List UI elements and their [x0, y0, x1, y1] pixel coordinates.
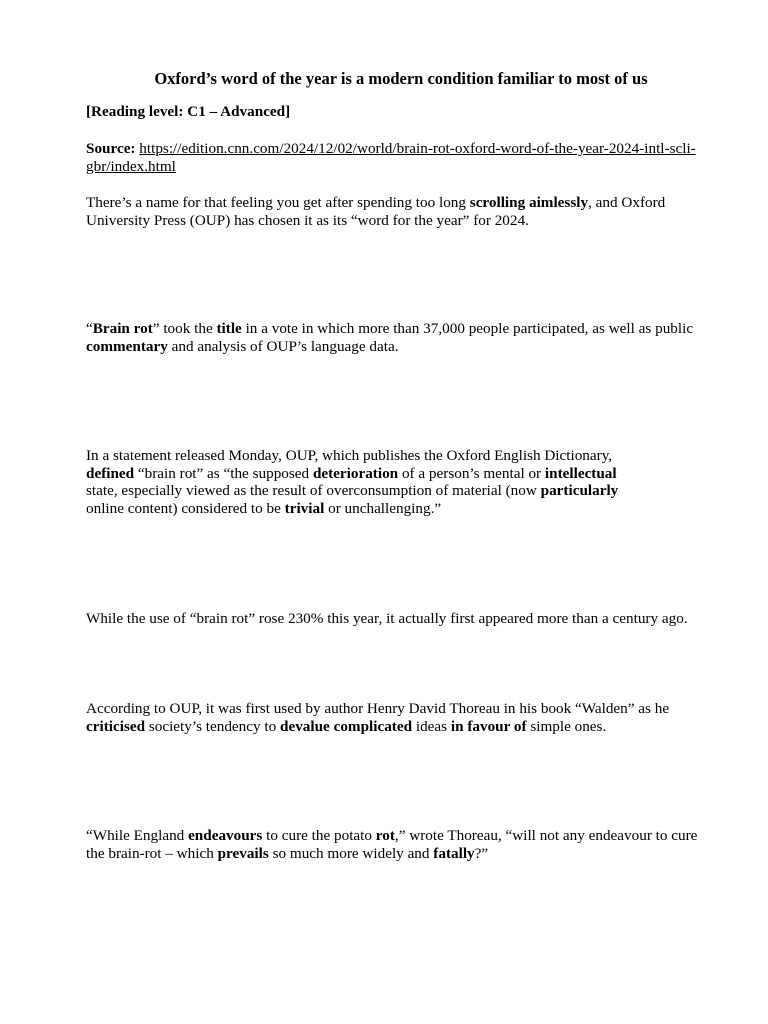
vocab-term: title [216, 320, 242, 337]
paragraph-1 [86, 194, 708, 229]
text: state, especially viewed as the result of overconsumption of material (now [86, 482, 541, 500]
text: In a statement released Monday, OUP, which publishes the Oxford English Dictionary, [86, 447, 613, 464]
text: “brain rot” as “the supposed [134, 464, 313, 482]
text: ,” wrote Thoreau, “will not any endeavour to cure the brain-rot – which [86, 827, 698, 862]
text: While the use of “brain rot” rose 230% this year, it actually first appeared more than a century ago. [86, 610, 688, 627]
source-line [86, 140, 716, 175]
text: society’s tendency to [145, 717, 281, 735]
text: , and Oxford University Press (OUP) has chosen it as its “word for the year” for 2024. [86, 194, 666, 229]
text: in a vote in which more than 37,000 people participated, as well as public [241, 320, 694, 337]
reading-level: [Reading level: C1 – Advanced] [86, 103, 291, 120]
text: and analysis of OUP’s language data. [167, 337, 399, 355]
paragraph-6 [86, 827, 708, 862]
document-title: Oxford’s word of the year is a modern condition familiar to most of us [154, 69, 648, 88]
text: of a person’s mental or [398, 464, 545, 482]
paragraph-3 [86, 447, 646, 517]
vocab-term: fatally [433, 844, 475, 862]
vocab-term: endeavours [188, 827, 263, 844]
paragraph-4 [86, 610, 708, 628]
paragraph-5 [86, 700, 708, 735]
text: so much more widely and [268, 844, 434, 862]
text: or unchallenging.” [324, 499, 442, 517]
text: ” took the [152, 320, 217, 337]
vocab-term: criticised [86, 717, 146, 735]
vocab-term: commentary [86, 337, 168, 355]
text: According to OUP, it was first used by author Henry David Thoreau in his book “Walden” as he [86, 700, 670, 717]
vocab-term: intellectual [544, 464, 617, 482]
text: simple ones. [526, 717, 607, 735]
text: ?” [474, 844, 489, 862]
text: “ [86, 320, 93, 337]
source-label: Source: [86, 140, 136, 157]
vocab-term: Brain rot [92, 320, 153, 337]
vocab-term: trivial [284, 499, 325, 517]
text: There’s a name for that feeling you get after spending too long [86, 194, 470, 211]
vocab-term: prevails [217, 844, 269, 862]
vocab-term: deterioration [312, 464, 399, 482]
vocab-term: scrolling aimlessly [469, 194, 589, 211]
vocab-term: in favour of [450, 717, 527, 735]
source-link[interactable]: https://edition.cnn.com/2024/12/02/world/brain-rot-oxford-word-of-the-year-2024-intl-scli-gbr/index.html [86, 140, 696, 175]
text: to cure the potato [262, 827, 376, 844]
vocab-term: particularly [540, 482, 619, 500]
text: “While England [86, 827, 189, 844]
vocab-term: rot [375, 827, 395, 844]
paragraph-2 [86, 320, 708, 355]
vocab-term: defined [86, 464, 135, 482]
vocab-term: devalue complicated [280, 717, 413, 735]
text: online content) considered to be [86, 499, 285, 517]
text: ideas [412, 717, 451, 735]
